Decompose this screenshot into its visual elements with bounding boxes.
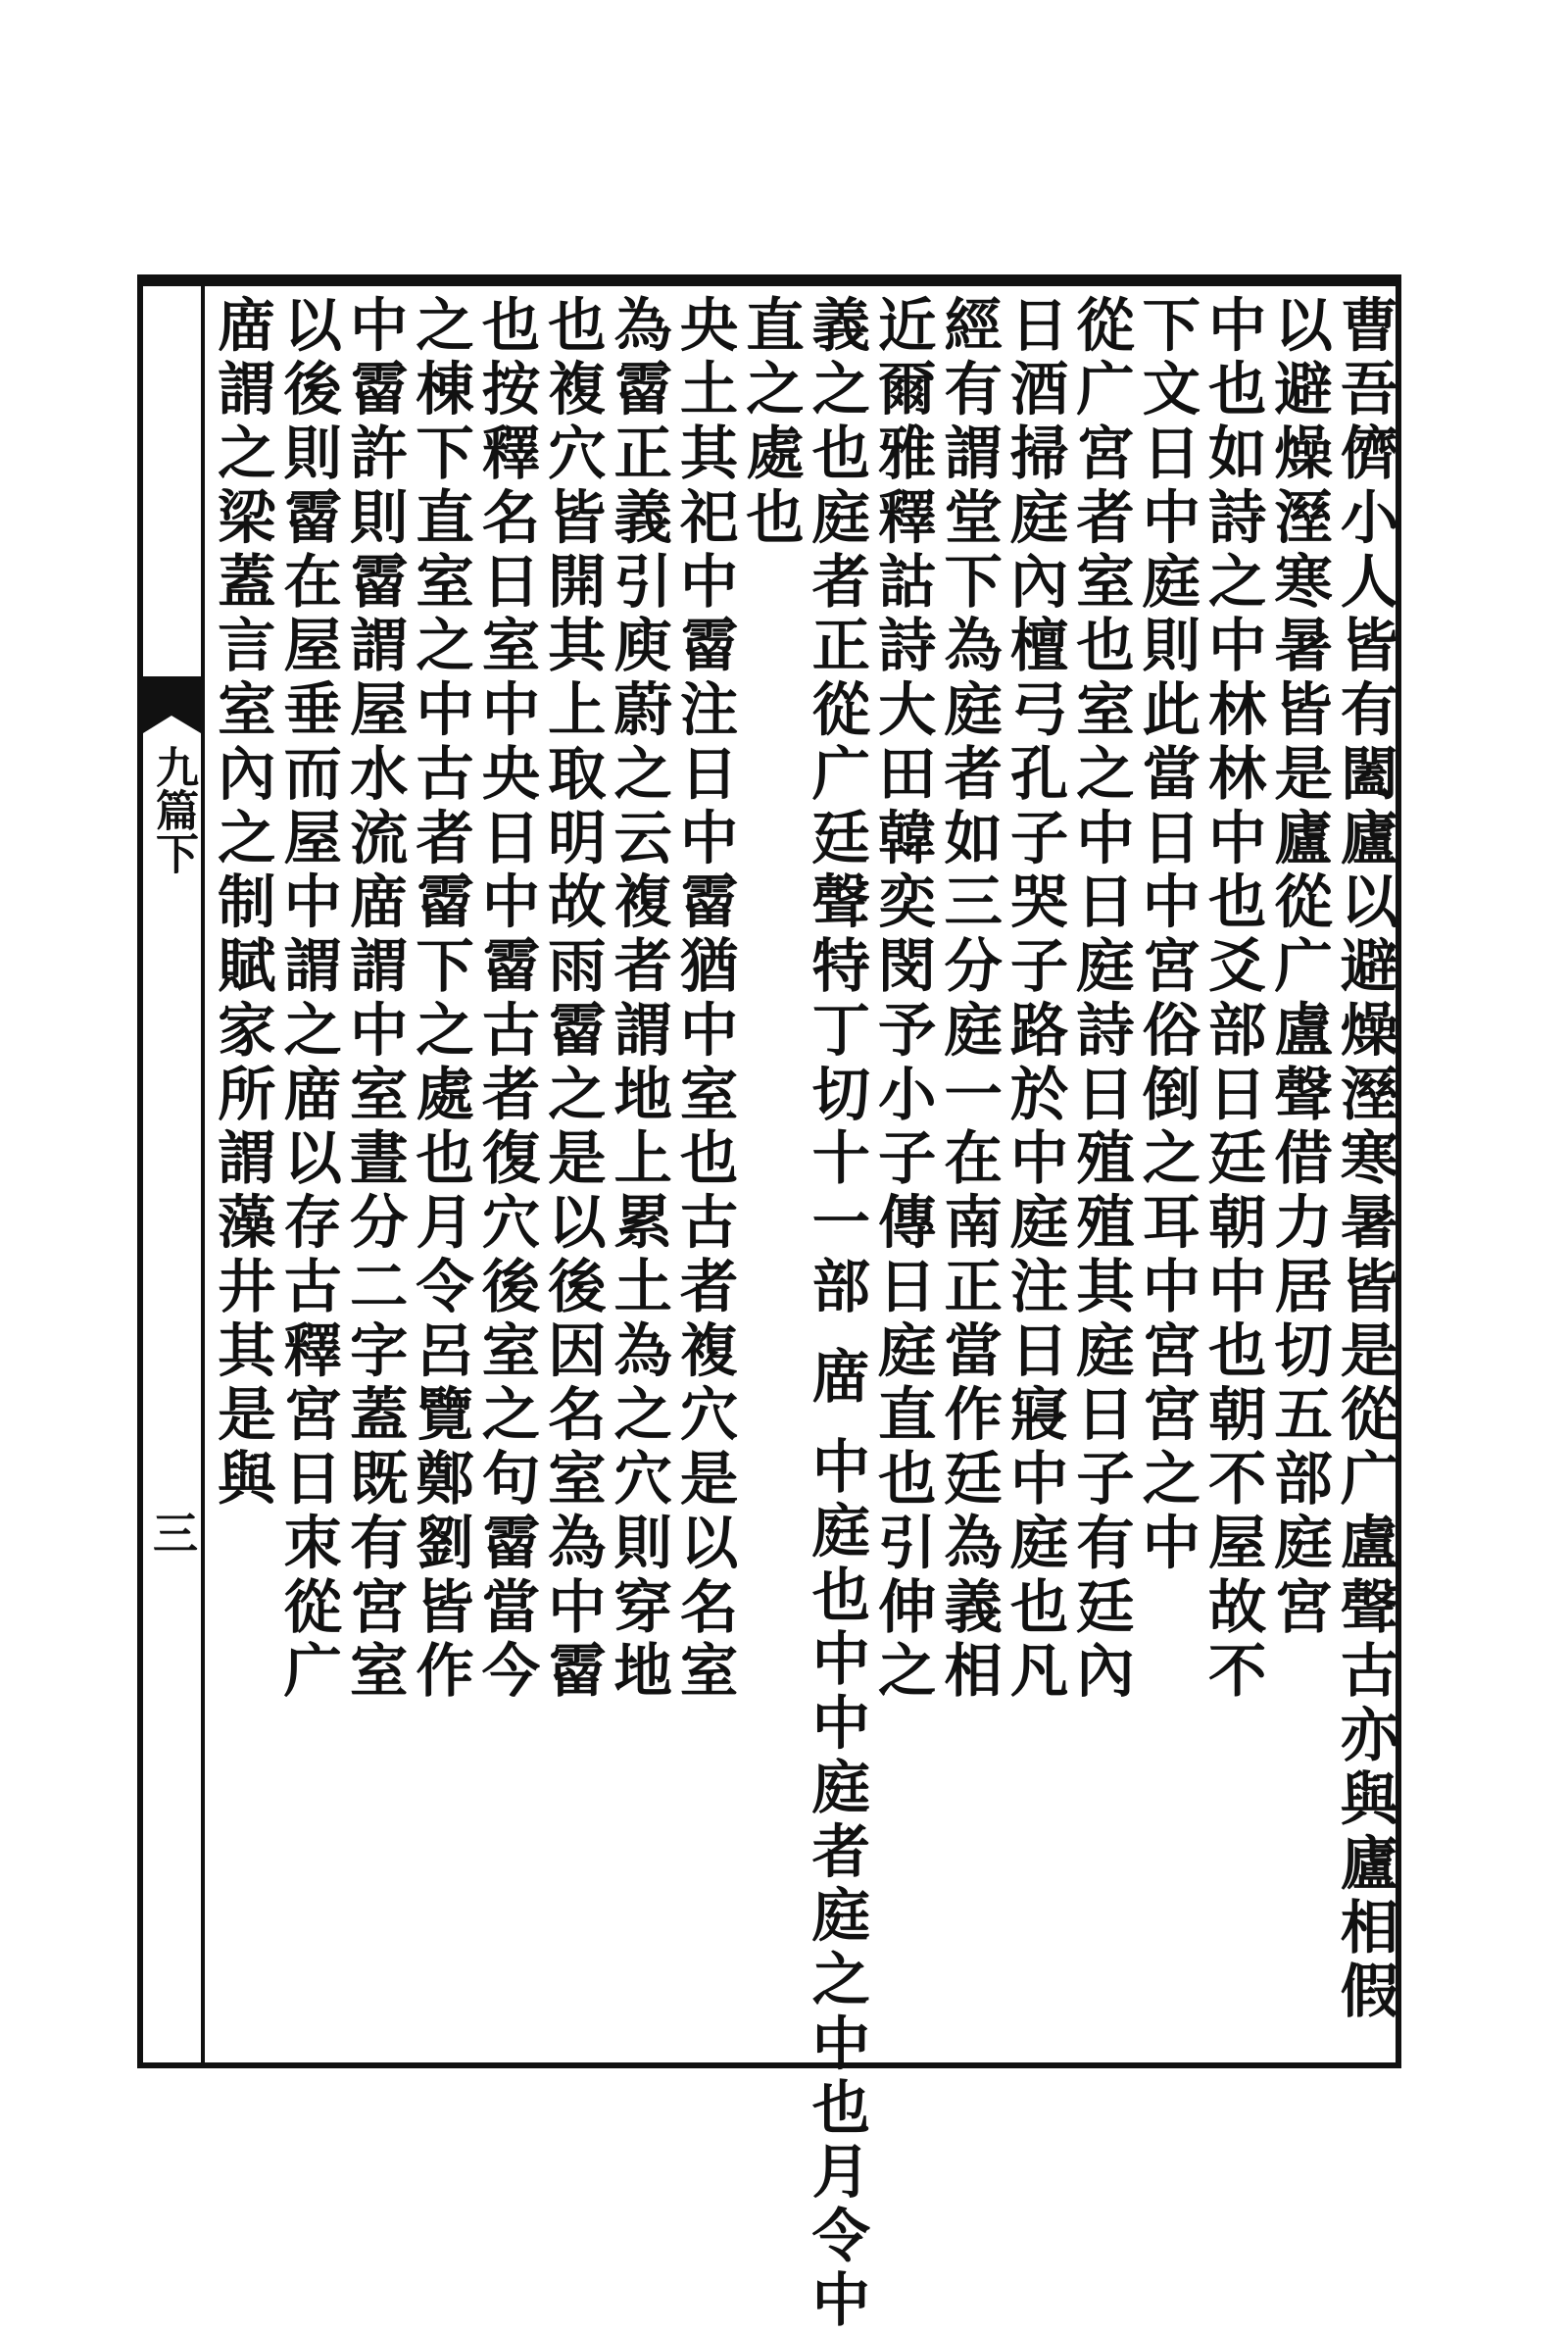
text-column: 中也如詩之中林林中也爻部日廷朝中也朝不屋故不 bbox=[1198, 294, 1267, 1705]
text-column: 直之處也 bbox=[735, 294, 805, 551]
text-column: 下文日中庭則此當日中宮俗倒之耳中宮宮之中 bbox=[1131, 294, 1200, 1576]
text-column: 央土其祀中霤注日中霤猶中室也古者複穴是以名室 bbox=[669, 294, 739, 1705]
fishtail-mark bbox=[143, 676, 201, 716]
text-column: 從广宮者室也室之中日庭詩日殖殖其庭日子有廷內 bbox=[1065, 294, 1135, 1705]
text-column: 中霤許則霤謂屋水流庿謂中室晝分二字蓋既有宮室 bbox=[339, 294, 409, 1705]
text-column: 之棟下直室之中古者霤下之處也月令呂覽鄭劉皆作 bbox=[405, 294, 474, 1705]
page-number: 三 bbox=[146, 1510, 199, 1555]
text-column: 經有謂堂下為庭者如三分庭一在南正當作廷為義相 bbox=[933, 294, 1003, 1705]
text-column: 為霤正義引庾蔚之云複者謂地上累土為之穴則穿地 bbox=[603, 294, 672, 1705]
text-column: 曹吾儕小人皆有闔廬以避燥溼寒暑皆是從广盧聲古亦與廬相假 bbox=[1329, 294, 1398, 2025]
text-column: 以避燥溼寒暑皆是廬從广盧聲借力居切五部庭宮 bbox=[1263, 294, 1333, 1640]
margin-rule bbox=[201, 274, 205, 2068]
frame-top-border bbox=[137, 274, 1401, 286]
text-column: 庿謂之梁蓋言室內之制賦家所謂藻井其是與 bbox=[207, 294, 276, 1513]
text-column: 義之也庭者正從广廷聲特丁切十一部 庿 中庭也中中庭者庭之中也月令中 bbox=[801, 294, 870, 2333]
text-column: 日酒掃庭內檀弓孔子哭子路於中庭注日寢中庭也凡 bbox=[1000, 294, 1069, 1705]
page-margin bbox=[143, 286, 201, 2062]
chapter-label: 九篇下 bbox=[148, 745, 198, 874]
text-column: 以後則霤在屋垂而屋中謂之庿以存古釋宮日朿從广 bbox=[272, 294, 342, 1705]
text-column: 也按釋名日室中央日中霤古者復穴後室之句霤當今 bbox=[470, 294, 540, 1705]
text-column: 近爾雅釋詁詩大田韓奕閔予小子傳日庭直也引伸之 bbox=[867, 294, 937, 1705]
text-column: 也複穴皆開其上取明故雨霤之是以後因名室為中霤 bbox=[537, 294, 607, 1705]
